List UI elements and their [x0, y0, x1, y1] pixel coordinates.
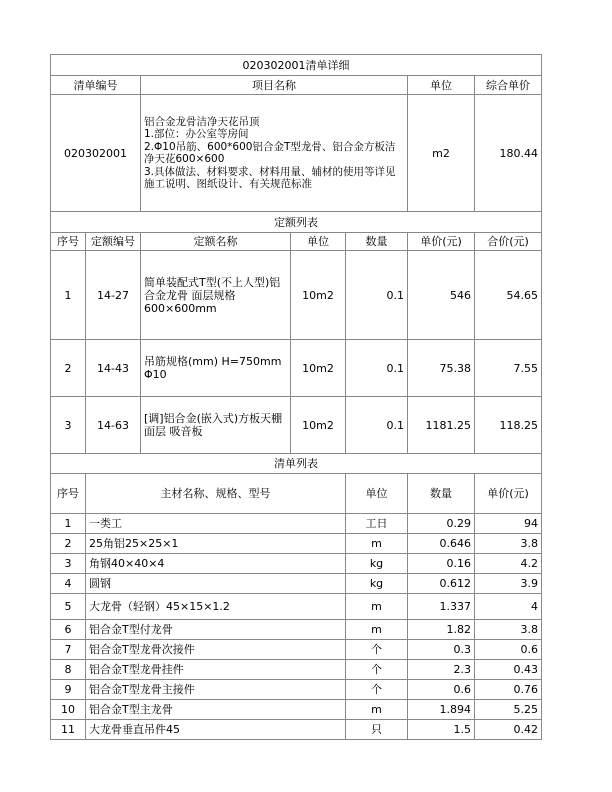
material-seq: 6 — [51, 620, 86, 640]
materials-seq-header: 序号 — [51, 474, 86, 514]
quota-total: 7.55 — [475, 340, 542, 397]
material-row — [51, 700, 542, 720]
material-unit: m — [346, 620, 408, 640]
quota-code-header: 定额编号 — [86, 233, 141, 251]
material-unit: kg — [346, 574, 408, 594]
material-qty: 1.894 — [408, 700, 475, 720]
quota-price-header: 单价(元) — [408, 233, 475, 251]
material-price: 3.8 — [475, 534, 542, 554]
quota-price: 1181.25 — [408, 397, 475, 454]
material-price: 0.6 — [475, 640, 542, 660]
material-unit: 个 — [346, 640, 408, 660]
bill-name-header: 项目名称 — [141, 76, 408, 95]
quota-seq: 2 — [51, 340, 86, 397]
material-seq: 7 — [51, 640, 86, 660]
quota-seq-header: 序号 — [51, 233, 86, 251]
material-qty: 2.3 — [408, 660, 475, 680]
quota-name-header: 定额名称 — [141, 233, 291, 251]
bill-title: 020302001清单详细 — [51, 55, 542, 76]
bill-description: 铝合金龙骨洁净天花吊顶 1.部位：办公室等房间 2.Φ10吊筋、600*600铝合金T型龙骨、铝合金方板洁净天花600×600 3.具体做法、材料要求、材料用量、辅材的使用等详见施工说明、图纸设计、有关规范标准 — [141, 95, 408, 212]
material-qty: 0.16 — [408, 554, 475, 574]
quota-code: 14-43 — [86, 340, 141, 397]
materials-qty-header: 数量 — [408, 474, 475, 514]
material-name: 圆钢 — [86, 574, 346, 594]
material-qty: 0.6 — [408, 680, 475, 700]
material-seq: 9 — [51, 680, 86, 700]
material-seq: 8 — [51, 660, 86, 680]
material-seq: 3 — [51, 554, 86, 574]
quota-seq: 1 — [51, 251, 86, 340]
material-price: 3.8 — [475, 620, 542, 640]
quota-price: 75.38 — [408, 340, 475, 397]
material-row — [51, 534, 542, 554]
material-name: 大龙骨（轻钢）45×15×1.2 — [86, 594, 346, 620]
bill-detail-table — [50, 54, 542, 740]
material-name: 一类工 — [86, 514, 346, 534]
material-price: 5.25 — [475, 700, 542, 720]
material-price: 4 — [475, 594, 542, 620]
materials-body — [51, 514, 542, 740]
material-qty: 0.646 — [408, 534, 475, 554]
material-unit: m — [346, 700, 408, 720]
material-name: 铝合金T型主龙骨 — [86, 700, 346, 720]
quota-code: 14-63 — [86, 397, 141, 454]
material-price: 94 — [475, 514, 542, 534]
material-row — [51, 620, 542, 640]
quota-total-header: 合价(元) — [475, 233, 542, 251]
bill-code: 020302001 — [51, 95, 141, 212]
quota-qty: 0.1 — [346, 251, 408, 340]
materials-price-header: 单价(元) — [475, 474, 542, 514]
material-unit: 只 — [346, 720, 408, 740]
bill-unit: m2 — [408, 95, 475, 212]
quota-name: 吊筋规格(mm) H=750mm Φ10 — [141, 340, 291, 397]
material-seq: 4 — [51, 574, 86, 594]
material-row — [51, 680, 542, 700]
material-qty: 1.5 — [408, 720, 475, 740]
bill-code-header: 清单编号 — [51, 76, 141, 95]
quota-unit: 10m2 — [291, 340, 346, 397]
bill-price-header: 综合单价 — [475, 76, 542, 95]
material-price: 0.42 — [475, 720, 542, 740]
quota-unit: 10m2 — [291, 397, 346, 454]
material-unit: 个 — [346, 680, 408, 700]
material-name: 铝合金T型付龙骨 — [86, 620, 346, 640]
quota-seq: 3 — [51, 397, 86, 454]
material-qty: 0.3 — [408, 640, 475, 660]
quota-name: [调]铝合金(嵌入式)方板天棚面层 吸音板 — [141, 397, 291, 454]
material-unit: m — [346, 534, 408, 554]
material-seq: 10 — [51, 700, 86, 720]
quota-unit-header: 单位 — [291, 233, 346, 251]
material-unit: 个 — [346, 660, 408, 680]
material-name: 25角铝25×25×1 — [86, 534, 346, 554]
material-price: 3.9 — [475, 574, 542, 594]
material-name: 角钢40×40×4 — [86, 554, 346, 574]
material-name: 铝合金T型龙骨次接件 — [86, 640, 346, 660]
material-price: 4.2 — [475, 554, 542, 574]
material-row — [51, 554, 542, 574]
material-name: 铝合金T型龙骨主接件 — [86, 680, 346, 700]
material-price: 0.76 — [475, 680, 542, 700]
material-unit: 工日 — [346, 514, 408, 534]
material-row — [51, 594, 542, 620]
material-price: 0.43 — [475, 660, 542, 680]
quota-name: 简单装配式T型(不上人型)铝合金龙骨 面层规格600×600mm — [141, 251, 291, 340]
material-unit: m — [346, 594, 408, 620]
material-row — [51, 640, 542, 660]
quota-qty-header: 数量 — [346, 233, 408, 251]
quota-title: 定额列表 — [51, 212, 542, 233]
material-seq: 11 — [51, 720, 86, 740]
material-name: 铝合金T型龙骨挂件 — [86, 660, 346, 680]
material-row — [51, 720, 542, 740]
quota-row — [51, 340, 542, 397]
bill-unit-header: 单位 — [408, 76, 475, 95]
quota-total: 54.65 — [475, 251, 542, 340]
material-qty: 0.29 — [408, 514, 475, 534]
quota-row — [51, 397, 542, 454]
material-row — [51, 660, 542, 680]
quota-unit: 10m2 — [291, 251, 346, 340]
material-row — [51, 574, 542, 594]
material-seq: 1 — [51, 514, 86, 534]
materials-title: 清单列表 — [51, 454, 542, 474]
quota-qty: 0.1 — [346, 340, 408, 397]
material-qty: 1.337 — [408, 594, 475, 620]
quota-row — [51, 251, 542, 340]
quota-total: 118.25 — [475, 397, 542, 454]
quota-price: 546 — [408, 251, 475, 340]
material-seq: 2 — [51, 534, 86, 554]
material-name: 大龙骨垂直吊件45 — [86, 720, 346, 740]
quota-qty: 0.1 — [346, 397, 408, 454]
materials-name-header: 主材名称、规格、型号 — [86, 474, 346, 514]
material-unit: kg — [346, 554, 408, 574]
material-row — [51, 514, 542, 534]
quota-code: 14-27 — [86, 251, 141, 340]
material-seq: 5 — [51, 594, 86, 620]
bill-price: 180.44 — [475, 95, 542, 212]
material-qty: 1.82 — [408, 620, 475, 640]
materials-unit-header: 单位 — [346, 474, 408, 514]
material-qty: 0.612 — [408, 574, 475, 594]
